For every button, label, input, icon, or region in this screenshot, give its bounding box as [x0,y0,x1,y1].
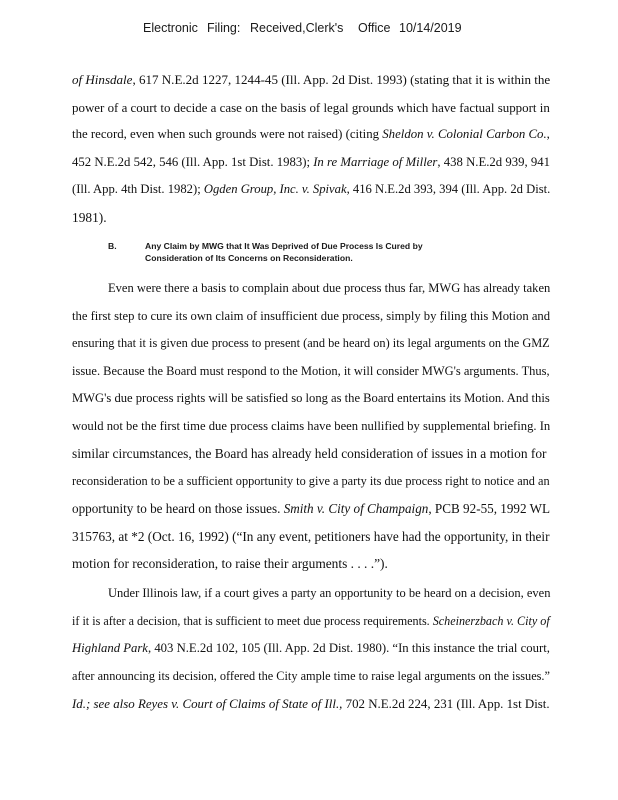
text-line: power of a court to decide a case on the basis of legal grounds which have factual support in [72,99,550,115]
header-office: Office [358,21,391,35]
case-name: Sheldon v. Colonial Carbon Co. [382,127,547,141]
text-line: would not be the first time due process claims have been nullified by supplemental briefing. In [72,418,551,433]
paragraph-citations [72,66,552,231]
text-line: Id.; see also Reyes v. Court of Claims of State of Ill., 702 N.E.2d 224, 231 (Ill. App. 1st Dist. [72,696,550,711]
text-line: Even were there a basis to complain about due process thus far, MWG has already taken [108,281,551,295]
case-name: Ogden Group, Inc. v. Spivak [203,182,347,196]
section-letter: B. [108,241,117,251]
text-line: the record, even when such grounds were not raised) (citing Sheldon v. Colonial Carbon Co., [72,127,550,141]
text-line: MWG's due process rights will be satisfied so long as the Board entertains its Motion. And this [72,391,550,405]
case-name: of Hinsdale [72,72,133,87]
text-line: (Ill. App. 4th Dist. 1982); Ogden Group, Inc. v. Spivak, 416 N.E.2d 393, 394 (Ill. App. 2d Dist. [72,182,551,196]
text-line: the first step to cure its own claim of insufficient due process, simply by filing this Motion and [72,308,551,323]
text-line: of Hinsdale, 617 N.E.2d 1227, 1244-45 (Ill. App. 2d Dist. 1993) (stating that it is within the [72,72,551,87]
text-line: after announcing its decision, offered the City ample time to raise legal arguments on the issues.” [72,668,550,683]
text-line: 452 N.E.2d 542, 546 (Ill. App. 1st Dist. 1983); In re Marriage of Miller, 438 N.E.2d 939, 941 [72,154,550,169]
header-date: 10/14/2019 [399,21,462,35]
text-line: motion for reconsideration, to raise their arguments . . . .”). [72,556,388,571]
header-received: Received,Clerk's [250,21,344,35]
text-line: issue. Because the Board must respond to the Motion, it will consider MWG's arguments. Thus, [72,363,550,378]
paragraph-illinois-law [72,580,552,718]
paragraph-due-process [72,275,552,578]
text-line: ensuring that it is given due process to present (and be heard on) its legal arguments on the GMZ [72,336,550,350]
section-title: Any Claim by MWG that It Was Deprived of Due Process Is Cured by Consideration of Its Concerns on Reconsideration. [145,241,423,263]
text-line: similar circumstances, the Board has already held consideration of issues in a motion for [72,446,547,461]
text-line: Under Illinois law, if a court gives a party an opportunity to be heard on a decision, even [108,586,551,600]
text-line: Highland Park, 403 N.E.2d 102, 105 (Ill. App. 2d Dist. 1980). “In this instance the trial court, [72,641,550,655]
text-line: reconsideration to be a sufficient opportunity to give a party its due process right to notice and an [72,473,550,488]
case-name: Smith v. City of Champaign [283,501,429,516]
header-electronic: Electronic [143,21,198,35]
text-line: 315763, at *2 (Oct. 16, 1992) (“In any event, petitioners have had the opportunity, in their [72,528,550,544]
text-line: if it is after a decision, that is sufficient to meet due process requirements. Scheinerzbach v. City of [72,613,550,628]
text-line: 1981). [72,209,107,225]
header-filing: Filing: [207,21,241,35]
case-name: Highland Park [72,641,148,655]
case-name: Id.; see also Reyes v. Court of Claims of State of Ill., [72,696,343,711]
case-name: In re Marriage of Miller [313,154,438,169]
case-name: Scheinerzbach v. City of [432,613,550,628]
text-line: opportunity to be heard on those issues. Smith v. City of Champaign, PCB 92-55, 1992 WL [72,501,551,516]
